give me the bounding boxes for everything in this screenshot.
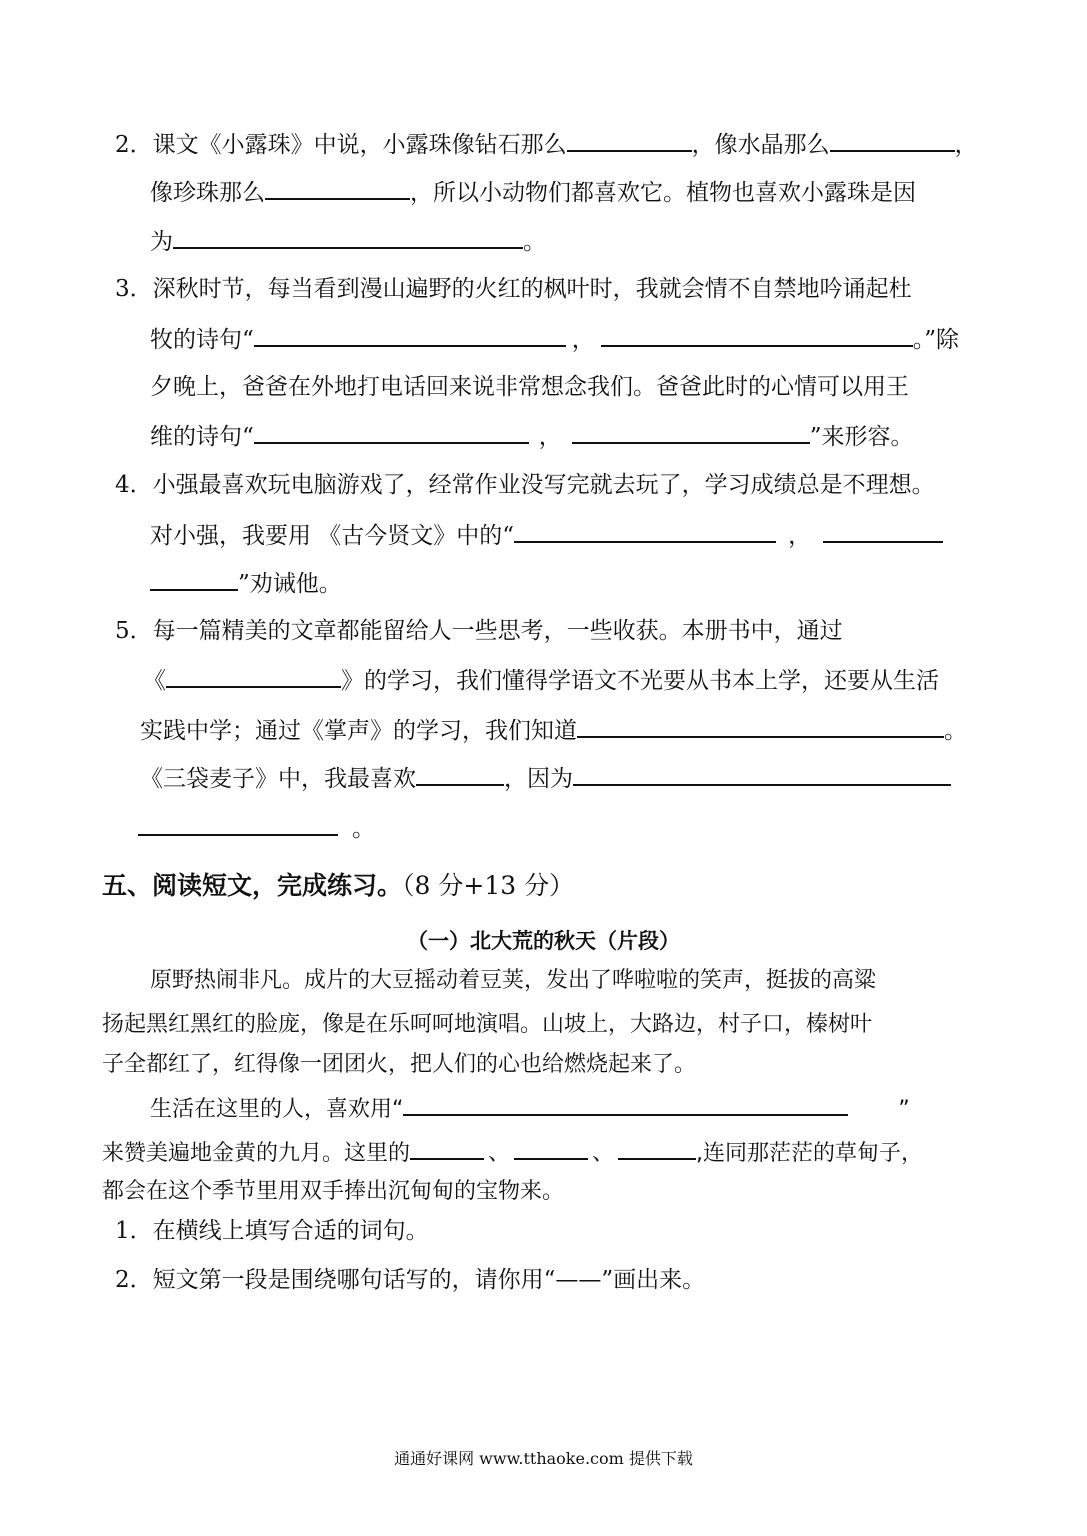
q5-blank-favorite[interactable] (416, 762, 504, 786)
q4-blank-2b[interactable] (150, 567, 238, 591)
q5-text: ，因为 (504, 766, 573, 792)
passage-text: 生活在这里的人，喜欢用“ (150, 1097, 404, 1122)
q2-text: 为 (150, 229, 173, 255)
q2-text: ， (954, 132, 978, 158)
q5-text: 》的学习，我们懂得学语文不光要从书本上学，还要从生活 (341, 668, 939, 694)
q2-line1 (115, 128, 978, 160)
passage-blank-1[interactable] (410, 1136, 484, 1160)
passage-text: 来赞美遍地金黄的九月。这里的 (102, 1141, 411, 1166)
passage-blank-3[interactable] (618, 1136, 696, 1160)
q2-text: 。 (523, 229, 546, 255)
q3-text: ， (538, 424, 562, 450)
q4-text: 4．小强最喜欢玩电脑游戏了，经常作业没写完就去玩了，学习成绩总是不理想。 (115, 472, 935, 498)
q3-text: 牧的诗句“ (150, 327, 254, 353)
q5-text: 5．每一篇精美的文章都能留给人一些思考，一些收获。本册书中，通过 (115, 618, 843, 644)
q5-text: 《三袋麦子》中，我最喜欢 (140, 766, 416, 792)
q3-text: 维的诗句“ (150, 424, 254, 450)
q3-text: 3．深秋时节，每当看到漫山遍野的火红的枫叶时，我就会情不自禁地吟诵起杜 (115, 276, 912, 302)
q5-text: 《 (143, 668, 166, 694)
q5-blank-lesson[interactable] (166, 664, 341, 688)
q3-blank-wangwei-2[interactable] (572, 420, 810, 444)
q2-text: 2．课文《小露珠》中说，小露珠像钻石那么 (115, 132, 567, 158)
passage-title: （一）北大荒的秋天（片段） (407, 929, 680, 953)
footer-note: 通通好课网 www.tthaoke.com 提供下载 (394, 1449, 693, 1468)
q5-line4 (140, 762, 951, 794)
q3-text: 。”除 (912, 327, 960, 353)
q4-text: ， (788, 523, 812, 549)
q5-blank-because-1[interactable] (573, 762, 951, 786)
exercise-2: 2．短文第一段是围绕哪句话写的，请你用“——”画出来。 (115, 1267, 706, 1293)
q5-text: 。 (944, 718, 967, 744)
q5-blank-applause[interactable] (577, 714, 944, 738)
section-score: （8 分+13 分） (402, 871, 575, 900)
q5-text: 。 (352, 816, 375, 842)
exercise-1: 1．在横线上填写合适的词句。 (115, 1218, 429, 1244)
q2-line3 (150, 225, 546, 257)
q4-line1 (115, 470, 935, 500)
q3-line3 (150, 372, 909, 402)
q4-text: ”劝诫他。 (238, 571, 342, 597)
q3-text: 夕晚上，爸爸在外地打电话回来说非常想念我们。爸爸此时的心情可以用王 (150, 374, 909, 400)
passage-line: 都会在这个季节里用双手捧出沉甸甸的宝物来。 (102, 1179, 565, 1204)
q3-blank-wangwei-1[interactable] (254, 420, 529, 444)
q2-blank-diamond[interactable] (567, 128, 692, 152)
q4-line2 (150, 519, 943, 551)
q5-text: 实践中学；通过《掌声》的学习，我们知道 (140, 718, 577, 744)
q3-line4 (150, 420, 914, 452)
q4-blank-2a[interactable] (823, 519, 943, 543)
passage-line: 子全都红了，红得像一团团火，把人们的心也给燃烧起来了。 (102, 1052, 697, 1077)
q5-line5 (138, 812, 375, 844)
passage-text: ,连同那茫茫的草甸子， (696, 1141, 924, 1166)
q4-line3 (150, 567, 342, 599)
q5-blank-because-2[interactable] (138, 812, 338, 836)
passage-text: 、 (488, 1141, 511, 1166)
passage-line (150, 1092, 910, 1125)
q2-text: ，所以小动物们都喜欢它。植物也喜欢小露珠是因 (410, 180, 916, 206)
passage-blank-praise[interactable] (403, 1092, 848, 1116)
section-title: 五、阅读短文，完成练习。 (102, 871, 403, 900)
q2-text: ，像水晶那么 (691, 132, 830, 158)
q3-text: ， (571, 327, 595, 353)
q4-text: 对小强，我要用 《古今贤文》中的“ (150, 523, 515, 549)
q4-blank-1[interactable] (514, 519, 776, 543)
q3-text: ”来形容。 (809, 424, 914, 450)
q2-blank-crystal[interactable] (830, 128, 955, 152)
passage-line (102, 1136, 923, 1169)
q5-line3 (140, 714, 967, 746)
q5-line1 (115, 616, 843, 646)
q3-blank-dumu-1[interactable] (254, 323, 566, 347)
q3-blank-dumu-2[interactable] (601, 323, 913, 347)
q2-line2 (150, 176, 916, 208)
q2-blank-reason[interactable] (173, 225, 523, 249)
q3-line2 (150, 323, 959, 355)
q5-line2 (143, 664, 939, 696)
section-heading (102, 866, 574, 902)
q2-text: 像珍珠那么 (150, 180, 265, 206)
passage-blank-2[interactable] (514, 1136, 588, 1160)
passage-line: 扬起黑红黑红的脸庞，像是在乐呵呵地演唱。山坡上，大路边，村子口，榛树叶 (102, 1012, 873, 1037)
passage-line: 原野热闹非凡。成片的大豆摇动着豆荚，发出了哗啦啦的笑声，挺拔的高粱 (150, 968, 877, 993)
passage-text: 、 (592, 1141, 615, 1166)
q2-blank-pearl[interactable] (265, 176, 410, 200)
passage-text: ” (898, 1097, 910, 1122)
q3-line1 (115, 274, 912, 304)
